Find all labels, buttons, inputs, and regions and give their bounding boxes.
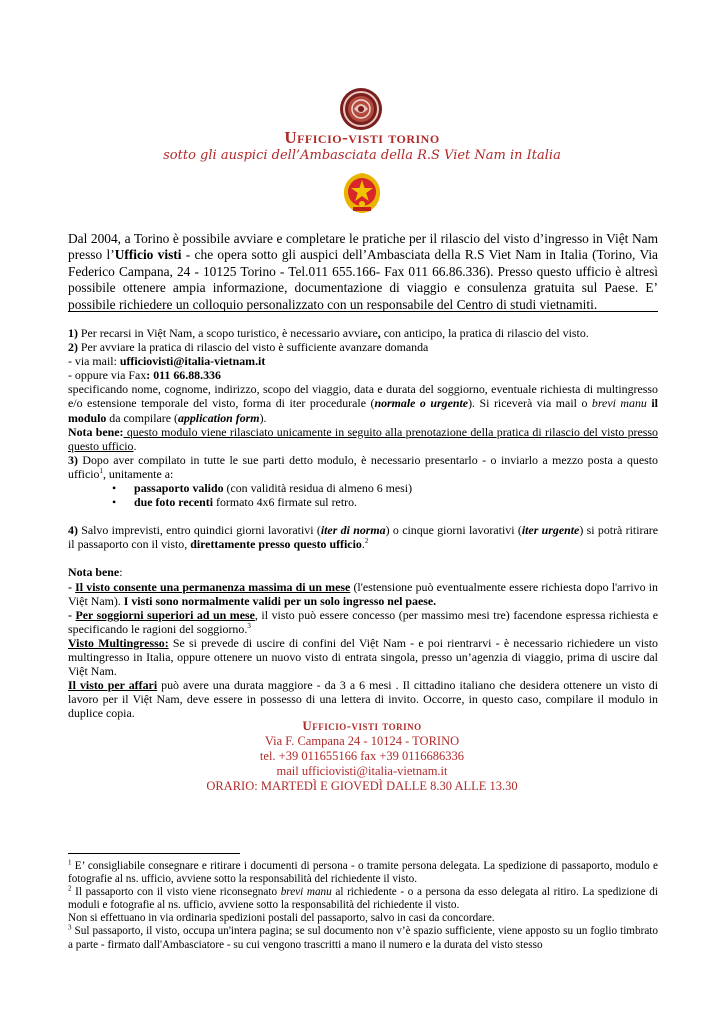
iter-urgente: iter urgente [521, 523, 580, 538]
spec-end: ). [259, 410, 267, 425]
note-2-text: , il visto può essere concesso (per massimo mesi tre) facendone espressa richiesta e specificando le ragioni del soggiorno. [68, 607, 659, 636]
step-1 [68, 326, 658, 340]
step-4-text-b: ) o cinque giorni lavorativi ( [385, 523, 522, 538]
spec-paragraph [68, 382, 658, 424]
fax-number: : 011 66.88.336 [146, 368, 221, 383]
step-3 [68, 453, 658, 481]
requirements-list [68, 481, 658, 509]
header-brand: Ufficio-visti torino [284, 128, 440, 147]
mail-label: - via mail: [68, 354, 120, 369]
nota-bene-label: Nota bene: [68, 424, 124, 439]
step-1-number: 1) [68, 326, 78, 340]
note-3-heading: Visto Multingresso: [68, 635, 169, 650]
list-item [68, 495, 658, 509]
footnote-2 [68, 886, 658, 912]
intro-office-name: Ufficio visti [114, 247, 182, 263]
nota-bene-text: questo modulo viene rilasciato unicamente in seguito alla prenotazione della pratica di rilascio del visto presso questo ufficio [68, 424, 658, 453]
footnote-2-extra [68, 912, 658, 925]
step-3-number: 3) [68, 452, 78, 467]
fax-line [68, 368, 658, 382]
note-4 [68, 678, 658, 720]
step-4-number: 4) [68, 523, 78, 538]
footnote-2-text-c: Non si effettuano in via ordinaria spedizioni postali del passaporto, salvo in casi da concordare. [68, 912, 495, 925]
contact-phone: tel. +39 011655166 fax +39 0116686336 [259, 749, 465, 763]
spec-iter: normale o urgente [374, 396, 469, 411]
note-2-heading: Per soggiorni superiori ad un mese [75, 607, 255, 622]
list-item [68, 481, 658, 495]
spec-rest: ). Si riceverà via mail o [468, 396, 592, 411]
footnotes [68, 860, 658, 952]
footnote-2-text: Il passaporto con il visto viene riconsegnato [71, 886, 281, 899]
step-3-text: Dopo aver compilato in tutte le sue parti detto modulo, è necessario presentarlo - o inviarlo a mezzo posta a questo ufficio [68, 452, 658, 481]
step-4-text: Salvo imprevisti, entro quindici giorni lavorativi ( [77, 523, 321, 538]
note-1-text: (l'estensione può eventualmente essere richiesta dopo l'arrivo in Việt Nam). [68, 579, 658, 608]
iter-norma: iter di norma [320, 523, 386, 538]
spec-modulo: il modulo [68, 396, 658, 425]
contact-address: Via F. Campana 24 - 10124 - TORINO [264, 734, 460, 748]
requirement-text: formato 4x6 firmate sul retro. [213, 495, 357, 510]
header-tagline: sotto gli auspici dell’Ambasciata della R.S Viet Nam in Italia [163, 148, 561, 163]
footnote-1-marker: 1 [68, 858, 72, 867]
footnote-ref-2[interactable]: 2 [364, 537, 369, 546]
step-3-rest: , unitamente a: [102, 466, 174, 481]
note-4-heading: Il visto per affari [68, 678, 158, 693]
nota-bene-dot: . [133, 438, 137, 453]
note-2-dash: - [68, 607, 76, 622]
step-4-bold: direttamente presso questo ufficio [190, 537, 362, 552]
contact-block [0, 718, 724, 794]
footnote-divider [68, 853, 240, 854]
contact-hours: ORARIO: MARTEDÌ E GIOVEDÌ DALLE 8.30 ALLE 13.30 [206, 779, 518, 793]
notes-title-text: Nota bene [68, 565, 120, 580]
note-4-text: può avere una durata maggiore - da 3 a 6 mesi . Il cittadino italiano che desidera ottenere un visto di lavoro per il Việt Nam, deve essere in possesso di una lettera di invito. Occorre, in questo caso, compilare il modulo in duplice copia. [68, 678, 658, 721]
contact-brand: Ufficio-visti torino [302, 718, 422, 733]
footnote-2-text-b: al richiedente - o a persona da esso delegata al ritiro. La spedizione di moduli e fotografie al ns. ufficio, avviene sotto la responsabilità del richiedente il visto. [68, 886, 658, 912]
note-3 [68, 636, 658, 678]
note-1 [68, 580, 658, 608]
intro-text: Dal 2004, a Torino è possibile avviare e completare le pratiche per il rilascio del visto d’ingresso in Việt Nam presso l’ [68, 231, 658, 263]
vietnam-emblem-icon [341, 171, 383, 215]
footnote-2-marker: 2 [68, 884, 72, 893]
note-1-heading: Il visto consente una permanenza massima di un mese [75, 579, 351, 594]
step-1-text: Per recarsi in Việt Nam, a scopo turistico, è necessario avviare [77, 326, 378, 340]
step-2-text: Per avviare la pratica di rilascio del visto è sufficiente avanzare domanda [77, 340, 429, 355]
footnote-2-brevi: brevi manu [280, 886, 332, 899]
fax-label: - oppure via Fax [68, 368, 147, 383]
footnote-3 [68, 925, 658, 951]
bullet-icon: • [112, 495, 117, 510]
step-2-number: 2) [68, 340, 78, 355]
step-2 [68, 340, 658, 354]
spec-da: da compilare ( [106, 410, 178, 425]
footnote-3-marker: 3 [68, 923, 72, 932]
instructions-body [68, 326, 658, 720]
nota-bene-1 [68, 425, 658, 453]
step-4-dot: . [361, 537, 365, 552]
bullet-icon: • [112, 481, 117, 496]
mail-link[interactable]: ufficiovisti@italia-vietnam.it [119, 354, 266, 369]
requirement-title: passaporto valido [134, 481, 224, 496]
note-1-dash: - [68, 579, 76, 594]
footnote-ref-1[interactable]: 1 [99, 466, 103, 475]
spec-application-form: application form [177, 410, 260, 425]
intro-paragraph [68, 231, 658, 313]
footnote-3-text: Sul passaporto, il visto, occupa un'intera pagina; se sul documento non v’è spazio sufficiente, viene apposto su un foglio timbrato a parte - firmato dall'Ambasciatore - su cui vengono trascritti a mano il numero e la durata del visto stesso [68, 925, 658, 951]
footnote-1-text: E’ consigliabile consegnare e ritirare i documenti di persona - o tramite persona delegata. La spedizione di passaporto, modulo e fotografie al ns. ufficio, avviene sotto la responsabilità del richiedente il visto. [68, 860, 658, 886]
contact-mail[interactable]: mail ufficiovisti@italia-vietnam.it [276, 764, 448, 778]
note-1-bold: I visti sono normalmente validi per un solo ingresso nel paese. [123, 593, 437, 608]
spec-brevi-manu: brevi manu [591, 396, 647, 411]
step-1-text-rest: con anticipo, la pratica di rilascio del visto. [380, 326, 589, 340]
step-1-comma: , [377, 326, 381, 340]
section-divider [68, 311, 658, 312]
step-4-text-c: ) si potrà ritirare il passaporto con il visto, [68, 523, 658, 552]
requirement-title: due foto recenti [134, 495, 214, 510]
footnote-1 [68, 860, 658, 886]
notes-title-colon: : [119, 565, 123, 580]
mail-line [68, 354, 658, 368]
footnote-ref-3[interactable]: 3 [247, 621, 251, 630]
note-3-text: Se si prevede di uscire di confini del Việt Nam - e poi rientrarvi - è necessario richiedere un visto multingresso in Italia, oppure ottenere un nuovo visto di entrata singola, presso un’agenzia di viaggio, prima di uscire dal Việt Nam. [68, 635, 658, 679]
note-2 [68, 608, 658, 636]
requirement-text: (con validità residua di almeno 6 mesi) [223, 481, 413, 496]
spec-text: specificando nome, cognome, indirizzo, scopo del viaggio, data e durata del soggiorno, eventuale richiesta di multingresso e/o estensione temporale del visto, forma di iter procedurale ( [68, 382, 658, 411]
step-4 [68, 523, 658, 551]
notes-title [68, 565, 658, 579]
office-logo [339, 87, 383, 131]
intro-text-rest: - che opera sotto gli auspici dell’Ambasciata della R.S Viet Nam in Italia (Torino, Via Federico Campana, 24 - 10125 Torino - Tel.011 655.166- Fax 011 66.86.336). Presso questo ufficio è altresì possibile ottenere ampia informazione, documentazione di viaggio e consulenza gratuita sul Paese. E’ possibile richiedere un colloquio personalizzato con un responsabile del Centro di studi vietnamiti. [68, 247, 658, 312]
